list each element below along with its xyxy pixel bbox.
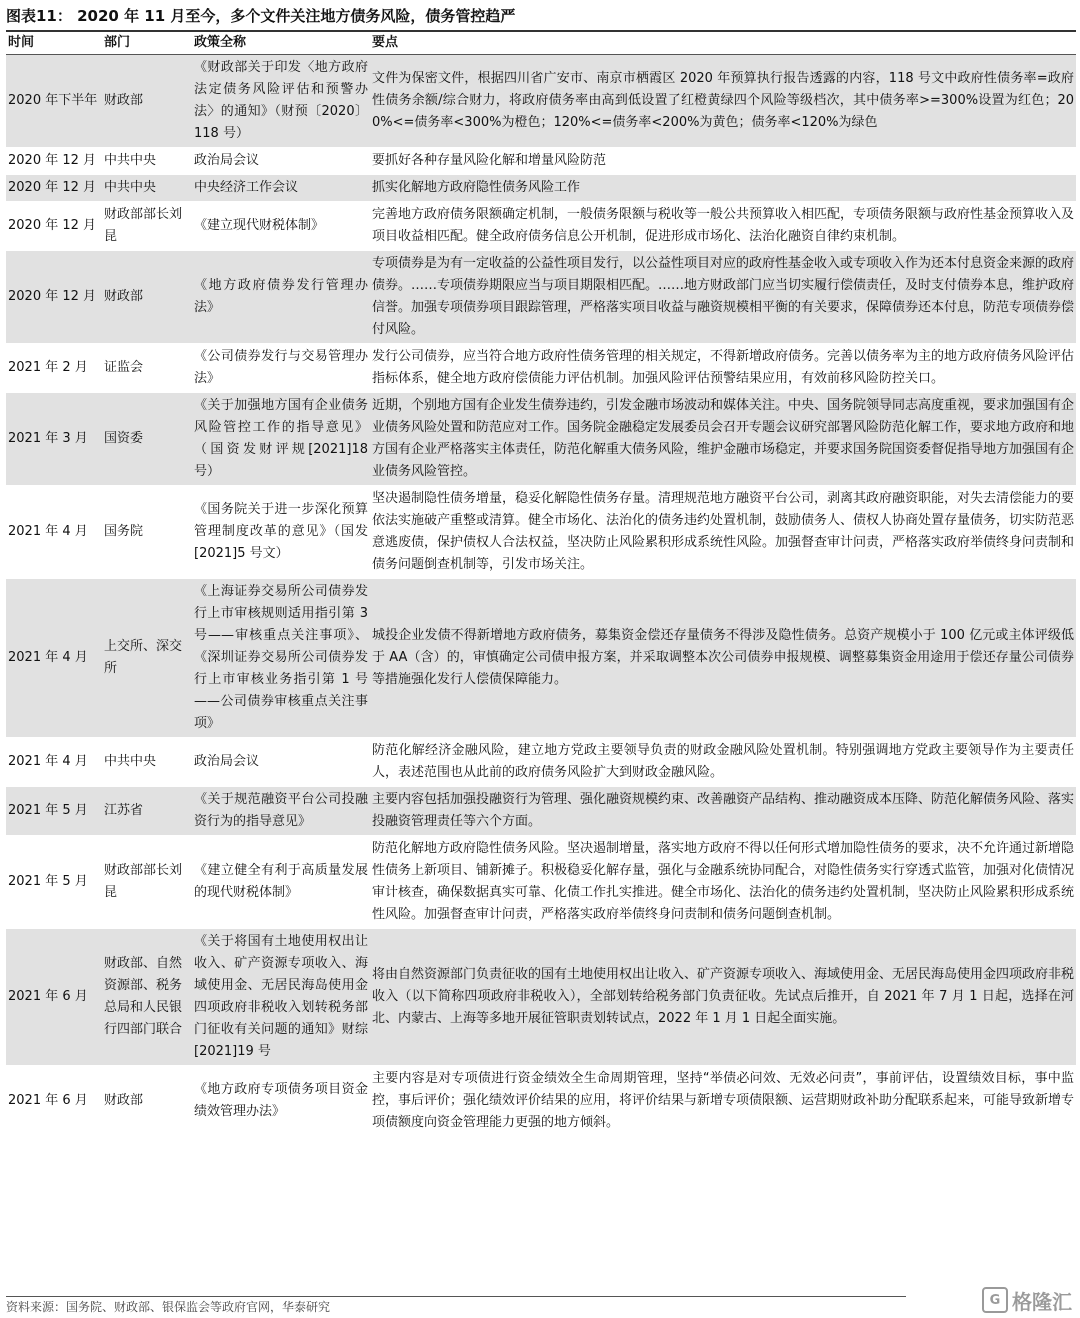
cell-time: 2021 年 4 月	[6, 738, 102, 787]
cell-policy: 政治局会议	[192, 148, 370, 175]
cell-points: 文件为保密文件，根据四川省广安市、南京市栖霞区 2020 年预算执行报告透露的内容，118 号文中政府性债务率=政府性债务余额/综合财力，将政府债务率由高到低设置了红橙黄绿四个风险等级档次，其中债务率>=300%设置为红色；200%<=债务率<300%为橙色；120%<=债务率<200%为黄色；债务率<120%为绿色	[370, 55, 1076, 148]
table-body	[6, 55, 1076, 1137]
figure-title: 图表11： 2020 年 11 月至今，多个文件关注地方债务风险，债务管控趋严	[6, 7, 516, 25]
cell-dept: 上交所、深交所	[102, 579, 192, 738]
table-row	[6, 486, 1076, 579]
cell-points: 发行公司债券，应当符合地方政府性债务管理的相关规定，不得新增政府债务。完善以债务率为主的地方政府债务风险评估指标体系，健全地方政府偿债能力评估机制。加强风险评估预警结果应用，有效前移风险防控关口。	[370, 344, 1076, 393]
cell-time: 2020 年 12 月	[6, 175, 102, 202]
cell-points: 主要内容包括加强投融资行为管理、强化融资规模约束、改善融资产品结构、推动融资成本压降、防范化解债务风险、落实投融资管理责任等六个方面。	[370, 787, 1076, 836]
table-row	[6, 202, 1076, 251]
cell-policy: 《国务院关于进一步深化预算管理制度改革的意见》（国发[2021]5 号文）	[192, 486, 370, 579]
cell-policy: 《公司债券发行与交易管理办法》	[192, 344, 370, 393]
cell-policy: 《建立现代财税体制》	[192, 202, 370, 251]
table-row	[6, 344, 1076, 393]
table-row	[6, 579, 1076, 738]
header-dept: 部门	[102, 32, 192, 55]
cell-time: 2021 年 3 月	[6, 393, 102, 486]
cell-time: 2021 年 4 月	[6, 579, 102, 738]
cell-policy: 《地方政府专项债务项目资金绩效管理办法》	[192, 1066, 370, 1137]
cell-policy: 《关于规范融资平台公司投融资行为的指导意见》	[192, 787, 370, 836]
cell-dept: 国资委	[102, 393, 192, 486]
table-row	[6, 175, 1076, 202]
cell-time: 2021 年 2 月	[6, 344, 102, 393]
cell-points: 城投企业发债不得新增地方政府债务，募集资金偿还存量债务不得涉及隐性债务。总资产规模小于 100 亿元或主体评级低于 AA（含）的，审慎确定公司债申报方案，并采取调整本次公司债券申报规模、调整募集资金用途用于偿还存量公司债券等措施强化发行人偿债保障能力。	[370, 579, 1076, 738]
cell-time: 2020 年 12 月	[6, 202, 102, 251]
cell-dept: 国务院	[102, 486, 192, 579]
cell-policy: 《财政部关于印发〈地方政府法定债务风险评估和预警办法〉的通知》（财预〔2020〕118 号）	[192, 55, 370, 148]
cell-dept: 江苏省	[102, 787, 192, 836]
watermark	[982, 1286, 1072, 1314]
cell-points: 完善地方政府债务限额确定机制，一般债务限额与税收等一般公共预算收入相匹配，专项债务限额与政府性基金预算收入及项目收益相匹配。健全政府债务信息公开机制，促进形成市场化、法治化融资自律约束机制。	[370, 202, 1076, 251]
cell-policy: 《关于加强地方国有企业债务风险管控工作的指导意见》（国资发财评规[2021]18 号）	[192, 393, 370, 486]
table-row	[6, 393, 1076, 486]
table-row	[6, 251, 1076, 344]
cell-points: 防范化解经济金融风险，建立地方党政主要领导负责的财政金融风险处置机制。特别强调地方党政主要领导作为主要责任人，表述范围也从此前的政府债务风险扩大到财政金融风险。	[370, 738, 1076, 787]
cell-dept: 证监会	[102, 344, 192, 393]
source-note: 资料来源：国务院、财政部、银保监会等政府官网，华泰研究	[6, 1296, 906, 1317]
cell-points: 抓实化解地方政府隐性债务风险工作	[370, 175, 1076, 202]
cell-points: 坚决遏制隐性债务增量，稳妥化解隐性债务存量。清理规范地方融资平台公司，剥离其政府融资职能，对失去清偿能力的要依法实施破产重整或清算。健全市场化、法治化的债务违约处置机制，鼓励债务人、债权人协商处置存量债务，切实防范恶意逃废债，保护债权人合法权益，坚决防止风险累积形成系统性风险。加强督查审计问责，严格落实政府举债终身问责制和债务问题倒查机制等，引发市场关注。	[370, 486, 1076, 579]
cell-dept: 财政部	[102, 251, 192, 344]
cell-time: 2021 年 5 月	[6, 836, 102, 929]
cell-policy: 《关于将国有土地使用权出让收入、矿产资源专项收入、海域使用金、无居民海岛使用金四项政府非税收入划转税务部门征收有关问题的通知》财综[2021]19 号	[192, 929, 370, 1066]
table-row	[6, 1066, 1076, 1137]
table-row	[6, 929, 1076, 1066]
policy-table	[6, 32, 1076, 1137]
cell-dept: 财政部、自然资源部、税务总局和人民银行四部门联合	[102, 929, 192, 1066]
cell-time: 2021 年 6 月	[6, 929, 102, 1066]
header-points: 要点	[370, 32, 1076, 55]
cell-points: 要抓好各种存量风险化解和增量风险防范	[370, 148, 1076, 175]
cell-policy: 《上海证券交易所公司债券发行上市审核规则适用指引第 3 号——审核重点关注事项》、《深圳证券交易所公司债券发行上市审核业务指引第 1 号——公司债券审核重点关注事项》	[192, 579, 370, 738]
cell-time: 2021 年 5 月	[6, 787, 102, 836]
table-row	[6, 738, 1076, 787]
cell-points: 专项债券是为有一定收益的公益性项目发行，以公益性项目对应的政府性基金收入或专项收入作为还本付息资金来源的政府债券。……专项债券期限应当与项目期限相匹配。……地方财政部门应当切实履行偿债责任，及时支付债券本息，维护政府信誉。加强专项债券项目跟踪管理，严格落实项目收益与融资规模相平衡的有关要求，保障债券还本付息，防范专项债券偿付风险。	[370, 251, 1076, 344]
table-row	[6, 787, 1076, 836]
cell-dept: 财政部	[102, 1066, 192, 1137]
cell-points: 主要内容是对专项债进行资金绩效全生命周期管理，坚持“举债必问效、无效必问责”，事前评估，设置绩效目标，事中监控，事后评价；强化绩效评价结果的应用，将评价结果与新增专项债限额、运营期财政补助分配联系起来，可能导致新增专项债额度向资金管理能力更强的地方倾斜。	[370, 1066, 1076, 1137]
cell-policy: 政治局会议	[192, 738, 370, 787]
cell-time: 2020 年 12 月	[6, 148, 102, 175]
cell-dept: 中共中央	[102, 738, 192, 787]
cell-dept: 财政部部长刘昆	[102, 202, 192, 251]
watermark-logo-icon: G	[982, 1287, 1008, 1313]
cell-policy: 《建立健全有利于高质量发展的现代财税体制》	[192, 836, 370, 929]
header-time: 时间	[6, 32, 102, 55]
cell-time: 2021 年 6 月	[6, 1066, 102, 1137]
table-row	[6, 836, 1076, 929]
cell-time: 2020 年 12 月	[6, 251, 102, 344]
cell-points: 防范化解地方政府隐性债务风险。坚决遏制增量，落实地方政府不得以任何形式增加隐性债务的要求，决不允许通过新增隐性债务上新项目、铺新摊子。积极稳妥化解存量，强化与金融系统协同配合，对隐性债务实行穿透式监管，加强对化债情况审计核查，确保数据真实可靠、化债工作扎实推进。健全市场化、法治化的债务违约处置机制，坚决防止风险累积形成系统性风险。加强督查审计问责，严格落实政府举债终身问责制和债务问题倒查机制。	[370, 836, 1076, 929]
cell-points: 近期，个别地方国有企业发生债券违约，引发金融市场波动和媒体关注。中央、国务院领导同志高度重视，要求加强国有企业债务风险处置和防范应对工作。国务院金融稳定发展委员会召开专题会议研究部署风险防范化解工作，要求地方政府和地方国有企业严格落实主体责任，防范化解重大债务风险，维护金融市场稳定，并要求国务院国资委督促指导地方加强国有企业债务风险管控。	[370, 393, 1076, 486]
header-policy: 政策全称	[192, 32, 370, 55]
cell-dept: 中共中央	[102, 175, 192, 202]
table-row	[6, 148, 1076, 175]
table-row	[6, 55, 1076, 148]
cell-policy: 中央经济工作会议	[192, 175, 370, 202]
cell-dept: 中共中央	[102, 148, 192, 175]
cell-points: 将由自然资源部门负责征收的国有土地使用权出让收入、矿产资源专项收入、海域使用金、无居民海岛使用金四项政府非税收入（以下简称四项政府非税收入），全部划转给税务部门负责征收。先试点后推开，自 2021 年 7 月 1 日起，选择在河北、内蒙古、上海等多地开展征管职责划转试点，2022 年 1 月 1 日起全面实施。	[370, 929, 1076, 1066]
watermark-text: 格隆汇	[1012, 1289, 1072, 1314]
cell-time: 2020 年下半年	[6, 55, 102, 148]
cell-dept: 财政部部长刘昆	[102, 836, 192, 929]
cell-time: 2021 年 4 月	[6, 486, 102, 579]
cell-policy: 《地方政府债券发行管理办法》	[192, 251, 370, 344]
cell-dept: 财政部	[102, 55, 192, 148]
table-header-row	[6, 32, 1076, 55]
